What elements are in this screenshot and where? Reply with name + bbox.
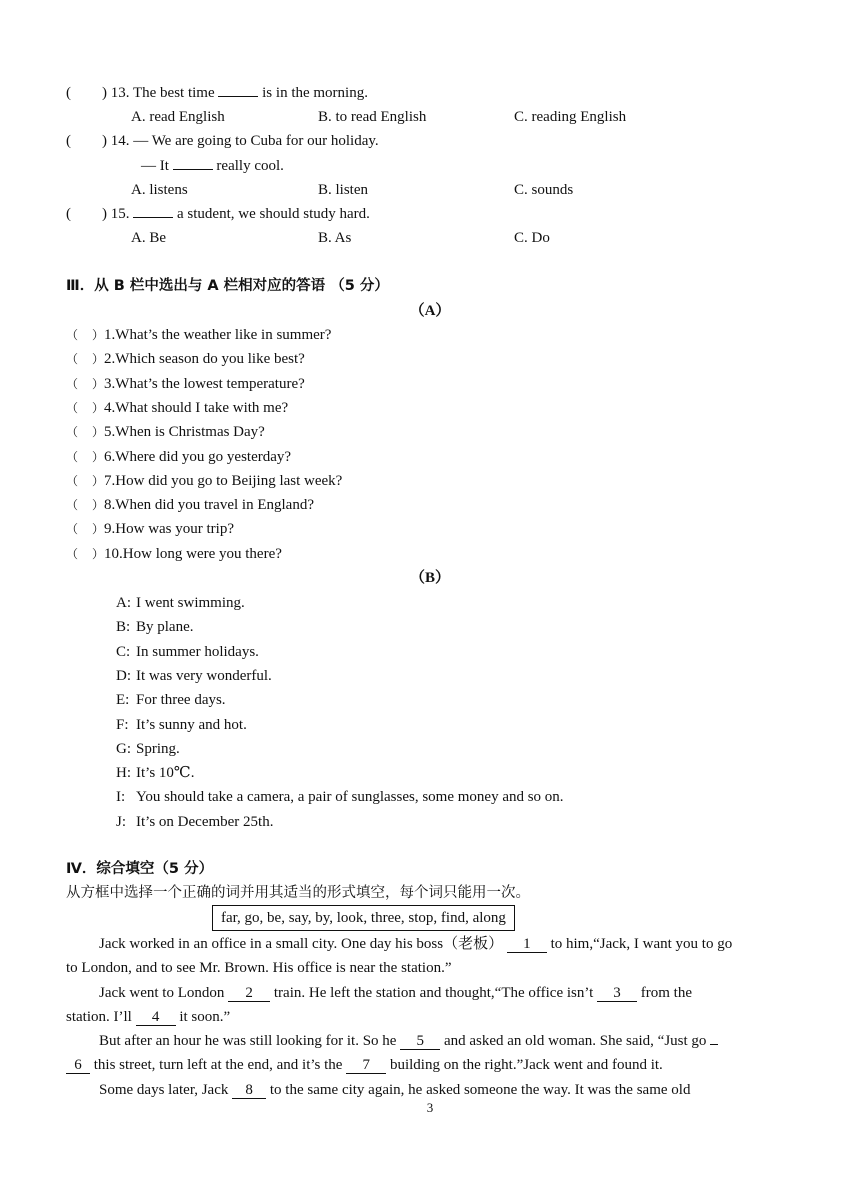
answer-text: It’s on December 25th. <box>136 813 274 830</box>
word-box: far, go, be, say, by, look, three, stop, find, along <box>212 905 515 931</box>
question-text: 7.How did you go to Beijing last week? <box>104 472 343 489</box>
answer-text: I went swimming. <box>136 595 245 611</box>
answer-letter: G: <box>116 740 131 757</box>
answer-bracket[interactable]: （ ） <box>66 352 105 367</box>
answer-bracket[interactable]: （ ） <box>66 376 105 391</box>
section-3-title: Ⅲ．从 B 栏中选出与 A 栏相对应的答语 （5 分） <box>66 278 389 294</box>
matching-question <box>66 423 265 441</box>
matching-answer <box>116 764 194 782</box>
matching-question <box>66 399 288 417</box>
answer-bracket[interactable]: （ ） <box>66 400 105 415</box>
answer-letter: F: <box>116 716 129 733</box>
matching-answer <box>116 813 273 831</box>
matching-question <box>66 520 234 538</box>
matching-answer <box>116 691 226 709</box>
answer-text: By plane. <box>136 619 194 636</box>
answer-bracket[interactable]: （ ） <box>66 473 105 488</box>
matching-question <box>66 545 282 563</box>
passage-line-1: Jack worked in an office in a small city. One day his boss（老板） 1 to him,“Jack, I want you to go <box>99 936 733 952</box>
mc-14-option-b: B. listen <box>318 182 369 198</box>
question-text: 10.How long were you there? <box>104 545 282 562</box>
section-4-title: Ⅳ．综合填空（5 分） <box>66 861 214 877</box>
matching-answer <box>116 643 259 661</box>
passage-line-4: station. I’ll 4 it soon.” <box>66 1009 231 1025</box>
answer-bracket[interactable]: （ ） <box>66 449 105 464</box>
blank-2[interactable]: 2 <box>228 985 270 1002</box>
answer-text: You should take a camera, a pair of sunglasses, some money and so on. <box>136 789 564 806</box>
matching-question <box>66 375 305 393</box>
matching-answer <box>116 788 564 806</box>
blank-8[interactable]: 8 <box>232 1082 266 1099</box>
answer-text: It’s 10℃. <box>136 765 195 782</box>
answer-text: It was very wonderful. <box>136 667 272 684</box>
matching-answer <box>116 594 245 612</box>
answer-letter: H: <box>116 765 131 782</box>
mc-15-option-a: A. Be <box>131 230 166 246</box>
answer-letter: J: <box>116 813 127 830</box>
blank-6-start <box>710 1044 718 1045</box>
passage-line-6: 6 this street, turn left at the end, and it’s the 7 building on the right.”Jack went and found it. <box>66 1056 663 1074</box>
blank-5[interactable]: 5 <box>400 1033 440 1050</box>
answer-text: In summer holidays. <box>136 643 259 660</box>
blank-7[interactable]: 7 <box>346 1057 386 1074</box>
question-text: 6.Where did you go yesterday? <box>104 448 292 465</box>
question-text: is in the morning. <box>262 85 368 101</box>
mc-14-line: ( ) 14. — We are going to Cuba for our holiday. <box>66 133 379 149</box>
mc-13-line: ( ) 13. The best time is in the morning. <box>66 85 368 101</box>
mc-13-option-a: A. read English <box>131 109 225 125</box>
mc-14-option-a: A. listens <box>131 182 188 198</box>
mc-14-line2: — It really cool. <box>141 158 284 174</box>
answer-letter: I: <box>116 789 126 806</box>
column-b-heading: （B） <box>409 570 450 586</box>
question-number: 13. <box>110 85 130 101</box>
matching-question <box>66 350 305 368</box>
matching-answer <box>116 667 272 685</box>
question-text: a student, we should study hard. <box>177 206 370 222</box>
answer-letter: A: <box>116 595 131 611</box>
answer-bracket[interactable]: （ ） <box>66 425 105 440</box>
section-4-instruction: 从方框中选择一个正确的词并用其适当的形式填空，每个词只能用一次。 <box>66 885 530 901</box>
question-number: 15. <box>110 206 130 222</box>
question-text: 5.When is Christmas Day? <box>104 424 265 441</box>
page-number: 3 <box>426 1100 434 1115</box>
passage-line-3: Jack went to London 2 train. He left the station and thought,“The office isn’t 3 from the <box>99 985 692 1001</box>
mc-13-option-c: C. reading English <box>514 109 627 125</box>
matching-question <box>66 448 291 466</box>
matching-answer <box>116 716 247 734</box>
blank-1[interactable]: 1 <box>507 936 547 953</box>
answer-letter: B: <box>116 619 131 636</box>
question-text: 2.Which season do you like best? <box>104 351 305 368</box>
question-number: 14. <box>110 133 130 149</box>
column-a-heading: （A） <box>409 303 451 319</box>
answer-letter: E: <box>116 692 130 709</box>
question-text: 9.How was your trip? <box>104 521 235 538</box>
mc-13-option-b: B. to read English <box>318 109 427 125</box>
question-text: 8.When did you travel in England? <box>104 497 314 514</box>
question-text: 4.What should I take with me? <box>104 399 289 416</box>
fill-blank[interactable] <box>133 217 173 218</box>
answer-bracket[interactable]: （ ） <box>66 522 105 537</box>
answer-bracket[interactable]: （ ） <box>66 498 105 513</box>
matching-answer <box>116 618 194 636</box>
fill-blank[interactable] <box>218 96 258 97</box>
matching-answer <box>116 740 180 758</box>
question-text: 1.What’s the weather like in summer? <box>104 327 332 343</box>
mc-14-option-c: C. sounds <box>514 182 574 198</box>
question-text: — We are going to Cuba for our holiday. <box>133 133 379 149</box>
fill-blank[interactable] <box>173 169 213 170</box>
matching-question <box>66 496 314 514</box>
answer-text: It’s sunny and hot. <box>136 716 247 733</box>
answer-letter: C: <box>116 643 131 660</box>
answer-bracket[interactable]: （ ） <box>66 546 105 561</box>
mc-15-line: ( ) 15. a student, we should study hard. <box>66 206 370 222</box>
question-text: The best time <box>132 85 215 101</box>
answer-letter: D: <box>116 667 131 684</box>
mc-15-option-c: C. Do <box>514 230 550 246</box>
blank-6[interactable]: 6 <box>66 1057 90 1074</box>
matching-question <box>66 472 342 490</box>
blank-3[interactable]: 3 <box>597 985 637 1002</box>
passage-line-7: Some days later, Jack 8 to the same city again, he asked someone the way. It was the same old <box>99 1082 691 1098</box>
answer-bracket: ( <box>66 85 71 101</box>
mc-15-option-b: B. As <box>318 230 352 246</box>
passage-line-2: to London, and to see Mr. Brown. His office is near the station.” <box>66 960 452 976</box>
matching-question <box>66 326 331 344</box>
answer-text: Spring. <box>136 740 180 757</box>
question-text: 3.What’s the lowest temperature? <box>104 375 305 392</box>
answer-bracket[interactable]: （ ） <box>66 328 105 342</box>
blank-4[interactable]: 4 <box>136 1009 176 1026</box>
answer-text: For three days. <box>136 692 226 709</box>
passage-line-5: But after an hour he was still looking for it. So he 5 and asked an old woman. She said, “Just go <box>99 1032 718 1050</box>
